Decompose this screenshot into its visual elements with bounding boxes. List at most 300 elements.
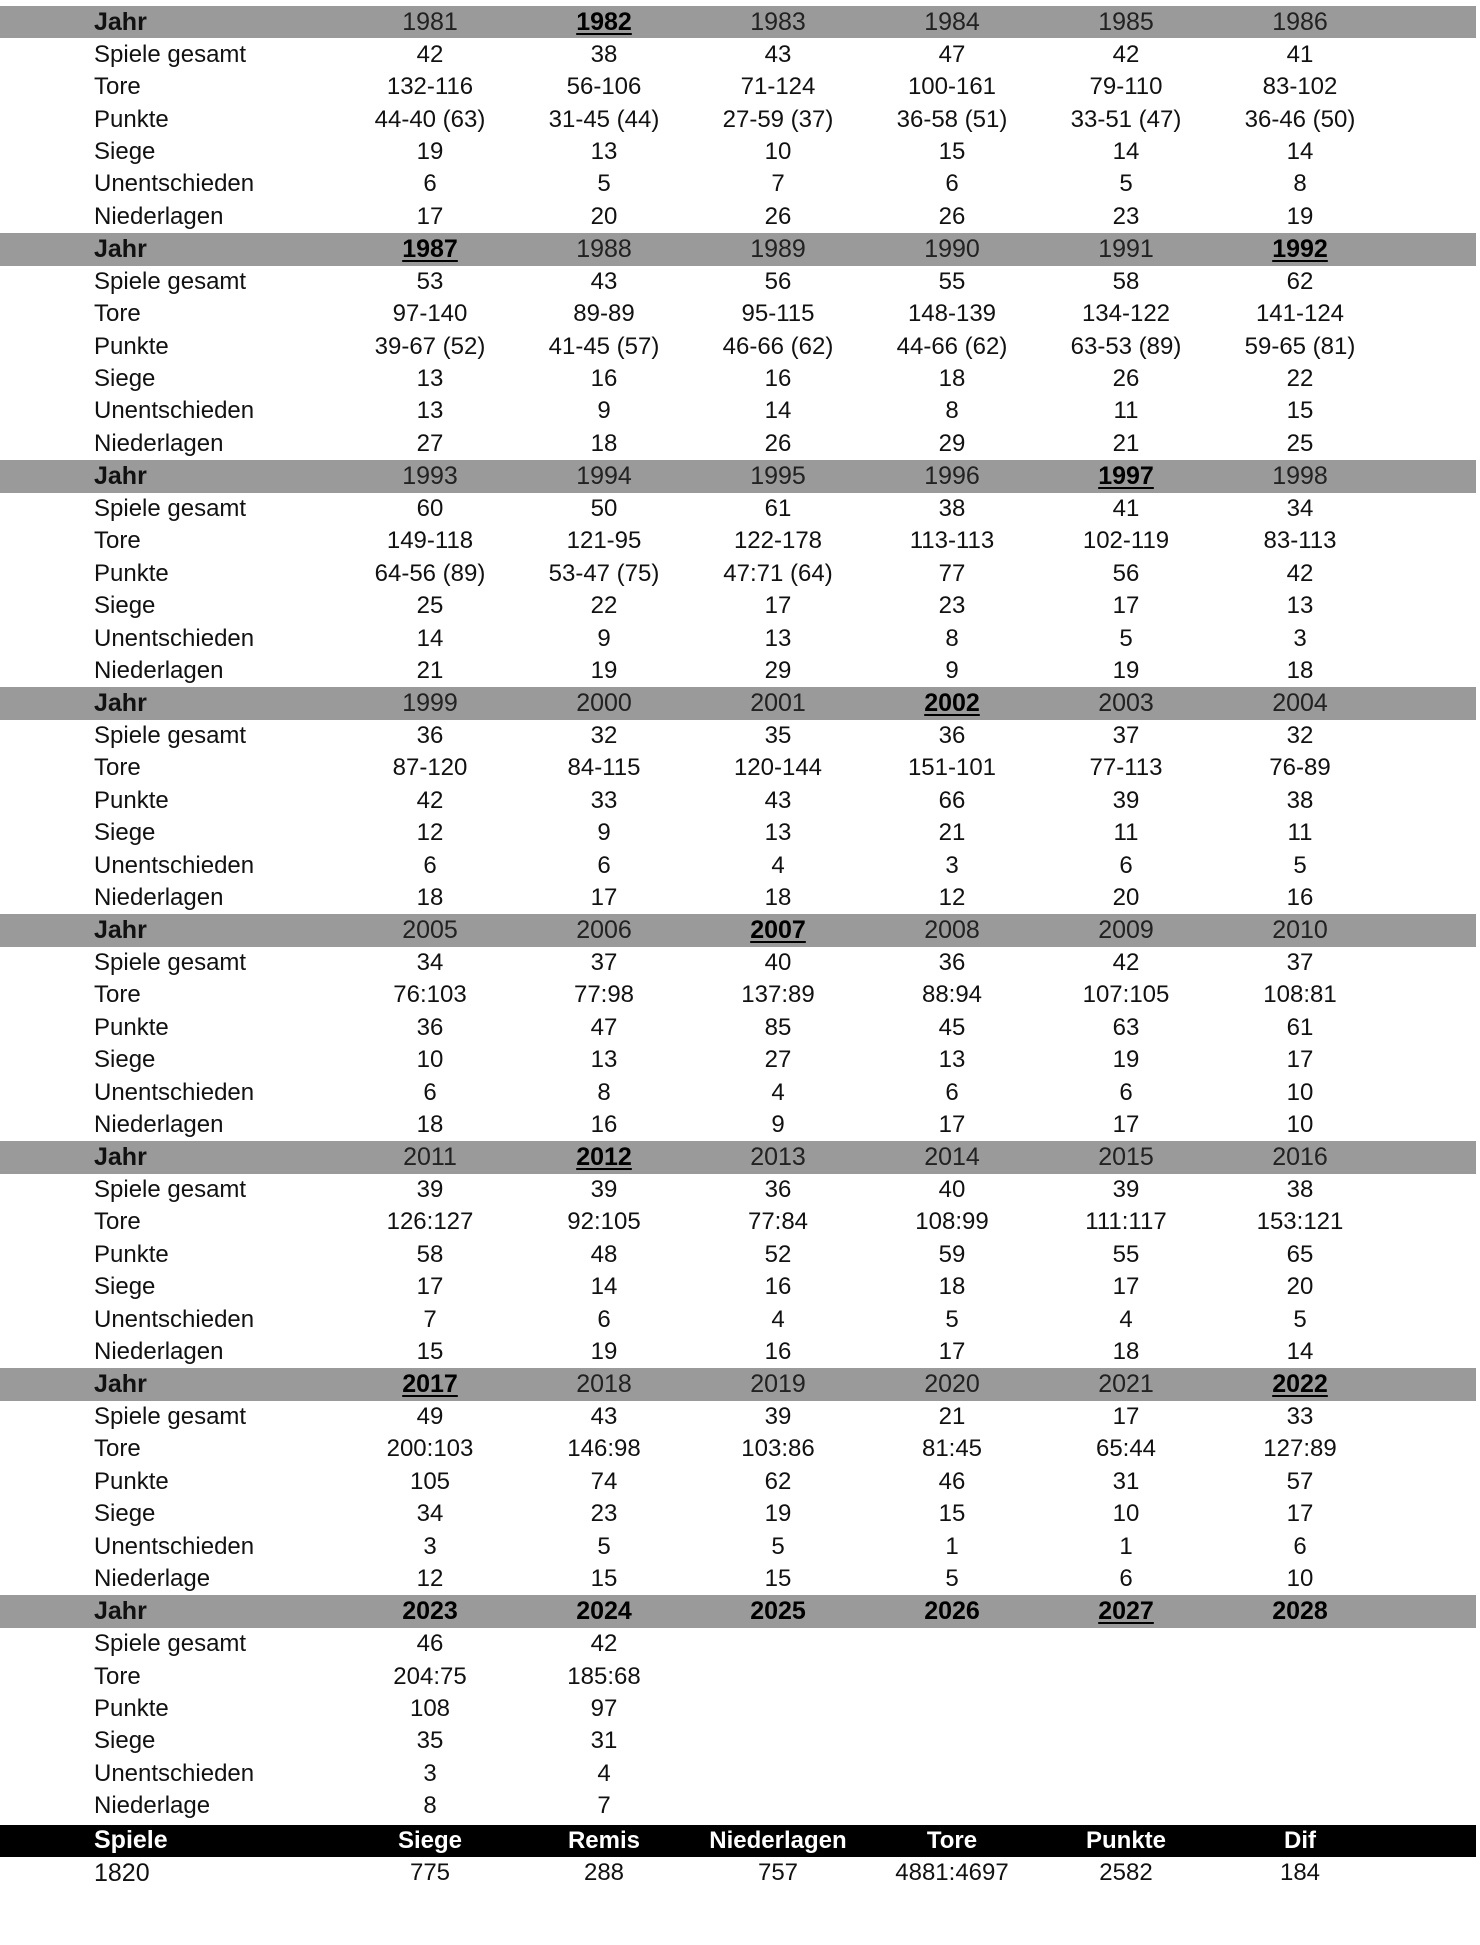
stat-value: 16 <box>590 1111 618 1139</box>
stat-label: Siege <box>94 1273 156 1301</box>
stat-row <box>0 1206 1480 1238</box>
stat-value: 4 <box>771 1305 785 1333</box>
stat-value: 13 <box>590 137 618 165</box>
stat-value: 39-67 (52) <box>374 332 486 360</box>
stat-value: 113-113 <box>909 527 995 555</box>
stat-value: 97-140 <box>392 300 468 328</box>
year-cell: 1982 <box>576 7 632 36</box>
stat-value: 18 <box>938 365 966 393</box>
stat-row <box>0 1401 1480 1433</box>
year-header-label: Jahr <box>94 1143 147 1172</box>
stat-value: 6 <box>1293 1532 1307 1560</box>
stat-value: 121-95 <box>566 527 642 555</box>
stat-value: 14 <box>1286 137 1314 165</box>
stat-value: 40 <box>764 948 792 976</box>
year-cell: 2008 <box>924 915 980 944</box>
stat-value: 7 <box>771 170 785 198</box>
stat-value: 36-46 (50) <box>1244 105 1356 133</box>
stat-value: 77 <box>938 559 966 587</box>
stat-value: 83-113 <box>1263 527 1337 555</box>
stat-row <box>0 1076 1480 1108</box>
stat-label: Spiele gesamt <box>94 267 247 295</box>
stat-value: 95-115 <box>741 300 815 328</box>
stat-value: 6 <box>423 851 437 879</box>
year-header-row <box>0 460 1476 492</box>
stat-value: 55 <box>938 267 966 295</box>
stat-row <box>0 622 1480 654</box>
stat-value: 32 <box>1286 721 1314 749</box>
stat-value: 15 <box>938 1500 966 1528</box>
stat-value: 65 <box>1286 1240 1314 1268</box>
stat-label: Niederlagen <box>94 202 224 230</box>
stat-label: Spiele gesamt <box>94 721 247 749</box>
year-cell: 1998 <box>1272 461 1328 490</box>
year-cell: 2018 <box>576 1370 632 1399</box>
year-cell: 2010 <box>1272 915 1328 944</box>
stat-value: 37 <box>1112 721 1140 749</box>
stat-value: 12 <box>938 884 966 912</box>
stat-value: 13 <box>416 397 444 425</box>
stat-value: 14 <box>1112 137 1140 165</box>
stat-value: 17 <box>590 884 618 912</box>
stat-value: 23 <box>1112 202 1140 230</box>
stat-value: 17 <box>938 1338 966 1366</box>
stat-value: 19 <box>1112 1046 1140 1074</box>
stat-value: 10 <box>1286 1111 1314 1139</box>
stat-value: 6 <box>597 1305 611 1333</box>
year-cell: 2024 <box>576 1597 632 1626</box>
stat-value: 43 <box>764 786 792 814</box>
stat-value: 43 <box>764 40 792 68</box>
stat-value: 34 <box>416 1500 444 1528</box>
stat-value: 5 <box>1293 1305 1307 1333</box>
stat-label: Unentschieden <box>94 170 255 198</box>
stat-value: 42 <box>416 786 444 814</box>
stat-value: 15 <box>1286 397 1314 425</box>
stat-value: 16 <box>764 1273 792 1301</box>
stat-value: 41-45 (57) <box>548 332 660 360</box>
season-block <box>0 1595 1480 1822</box>
statistics-table <box>0 6 1480 1889</box>
stat-value: 36-58 (51) <box>896 105 1008 133</box>
stat-row <box>0 298 1480 330</box>
stat-value: 17 <box>416 1273 444 1301</box>
stat-value: 146:98 <box>567 1435 641 1463</box>
stat-label: Siege <box>94 1046 156 1074</box>
stat-value: 18 <box>938 1273 966 1301</box>
year-header-label: Jahr <box>94 461 147 490</box>
stat-value: 15 <box>416 1338 444 1366</box>
stat-value: 12 <box>416 1565 444 1593</box>
stat-label: Punkte <box>94 786 169 814</box>
stat-value: 84-115 <box>567 754 641 782</box>
stat-value: 36 <box>938 721 966 749</box>
year-cell: 1996 <box>924 461 980 490</box>
totals-header-cell: Siege <box>397 1826 463 1854</box>
stat-value: 43 <box>590 267 618 295</box>
stat-row <box>0 1466 1480 1498</box>
stat-value: 4 <box>771 1078 785 1106</box>
stat-value: 15 <box>938 137 966 165</box>
stat-value: 22 <box>590 592 618 620</box>
stat-value: 26 <box>764 429 792 457</box>
stat-row <box>0 817 1480 849</box>
stat-value: 38 <box>1286 1175 1314 1203</box>
year-cell: 1992 <box>1272 234 1328 263</box>
stat-value: 56 <box>1112 559 1140 587</box>
stat-value: 85 <box>764 1013 792 1041</box>
stat-label: Tore <box>94 73 141 101</box>
stat-value: 1 <box>1119 1532 1133 1560</box>
stat-row <box>0 590 1480 622</box>
stat-value: 16 <box>764 1338 792 1366</box>
stat-value: 59-65 (81) <box>1244 332 1356 360</box>
stat-value: 134-122 <box>1081 300 1171 328</box>
season-block <box>0 460 1480 687</box>
stat-value: 17 <box>1112 1403 1140 1431</box>
stat-row <box>0 493 1480 525</box>
year-header-row <box>0 1368 1476 1400</box>
stat-value: 3 <box>1293 624 1307 652</box>
stat-value: 16 <box>1286 884 1314 912</box>
stat-value: 13 <box>416 365 444 393</box>
stat-value: 33 <box>1286 1403 1314 1431</box>
stat-value: 56 <box>764 267 792 295</box>
year-cell: 1984 <box>924 7 980 36</box>
totals-value-cell: 1820 <box>94 1858 150 1887</box>
stat-value: 46-66 (62) <box>722 332 834 360</box>
year-header-label: Jahr <box>94 688 147 717</box>
stat-value: 6 <box>423 170 437 198</box>
stat-label: Siege <box>94 365 156 393</box>
year-header-row <box>0 233 1476 265</box>
year-cell: 2020 <box>924 1370 980 1399</box>
stat-value: 10 <box>1286 1078 1314 1106</box>
stat-label: Niederlagen <box>94 1111 224 1139</box>
stat-row <box>0 38 1480 70</box>
stat-value: 26 <box>938 202 966 230</box>
season-block <box>0 1368 1480 1595</box>
stat-value: 19 <box>590 1338 618 1366</box>
stat-value: 149-118 <box>386 527 474 555</box>
stat-value: 29 <box>764 656 792 684</box>
year-cell: 2017 <box>402 1370 458 1399</box>
totals-value-cell: 184 <box>1279 1859 1321 1887</box>
totals-header-row <box>0 1825 1476 1857</box>
year-cell: 2009 <box>1098 915 1154 944</box>
stat-value: 40 <box>938 1175 966 1203</box>
year-cell: 1991 <box>1098 234 1154 263</box>
stat-value: 34 <box>1286 494 1314 522</box>
stat-value: 137:89 <box>741 981 815 1009</box>
stat-value: 63 <box>1112 1013 1140 1041</box>
year-header-row <box>0 687 1476 719</box>
stat-value: 6 <box>945 1078 959 1106</box>
stat-value: 14 <box>764 397 792 425</box>
stat-row <box>0 1790 1480 1822</box>
stat-label: Niederlagen <box>94 656 224 684</box>
stat-value: 9 <box>771 1111 785 1139</box>
stat-value: 148-139 <box>907 300 997 328</box>
stat-row <box>0 1012 1480 1044</box>
stat-value: 108:99 <box>915 1208 989 1236</box>
year-header-row <box>0 1141 1476 1173</box>
totals-value-cell: 288 <box>583 1859 625 1887</box>
stat-label: Siege <box>94 137 156 165</box>
stat-row <box>0 557 1480 589</box>
totals-value-cell: 757 <box>757 1859 799 1887</box>
stat-value: 27 <box>764 1046 792 1074</box>
stat-row <box>0 428 1480 460</box>
stat-value: 5 <box>771 1532 785 1560</box>
stat-value: 53-47 (75) <box>548 559 660 587</box>
stat-label: Spiele gesamt <box>94 494 247 522</box>
stat-row <box>0 71 1480 103</box>
stat-value: 15 <box>764 1565 792 1593</box>
stat-label: Niederlage <box>94 1565 211 1593</box>
stat-value: 21 <box>938 819 966 847</box>
stat-value: 36 <box>416 1013 444 1041</box>
stat-value: 31-45 (44) <box>548 105 660 133</box>
stat-value: 13 <box>1286 592 1314 620</box>
stat-label: Siege <box>94 819 156 847</box>
stat-value: 4 <box>1119 1305 1133 1333</box>
stat-value: 4 <box>771 851 785 879</box>
stat-value: 18 <box>416 884 444 912</box>
stat-row <box>0 363 1480 395</box>
stat-label: Siege <box>94 1500 156 1528</box>
stat-label: Punkte <box>94 105 169 133</box>
stat-value: 18 <box>590 429 618 457</box>
stat-row <box>0 1563 1480 1595</box>
stat-value: 21 <box>416 656 444 684</box>
stat-value: 35 <box>764 721 792 749</box>
stat-row <box>0 168 1480 200</box>
stat-value: 63-53 (89) <box>1070 332 1182 360</box>
stat-value: 26 <box>1112 365 1140 393</box>
stat-value: 47 <box>590 1013 618 1041</box>
year-cell: 1983 <box>750 7 806 36</box>
stat-value: 77:98 <box>573 981 635 1009</box>
year-cell: 2025 <box>750 1597 806 1626</box>
stat-label: Spiele gesamt <box>94 1175 247 1203</box>
stat-value: 52 <box>764 1240 792 1268</box>
year-cell: 2003 <box>1098 688 1154 717</box>
stat-value: 42 <box>590 1630 618 1658</box>
stat-value: 3 <box>423 1532 437 1560</box>
year-cell: 2002 <box>924 688 980 717</box>
stat-row <box>0 655 1480 687</box>
stat-value: 21 <box>1112 429 1140 457</box>
stat-value: 21 <box>938 1403 966 1431</box>
totals-header-cell: Punkte <box>1085 1826 1166 1854</box>
stat-value: 151-101 <box>907 754 997 782</box>
stat-value: 10 <box>764 137 792 165</box>
totals-value-cell: 4881:4697 <box>895 1859 1009 1887</box>
year-cell: 2012 <box>576 1143 632 1172</box>
stat-row <box>0 720 1480 752</box>
stat-value: 5 <box>1119 170 1133 198</box>
stat-value: 20 <box>1286 1273 1314 1301</box>
stat-label: Unentschieden <box>94 624 255 652</box>
stat-value: 77-113 <box>1089 754 1163 782</box>
stat-label: Punkte <box>94 1694 169 1722</box>
stat-value: 13 <box>938 1046 966 1074</box>
stat-value: 48 <box>590 1240 618 1268</box>
stat-value: 17 <box>416 202 444 230</box>
stat-value: 18 <box>1112 1338 1140 1366</box>
year-header-row <box>0 1595 1476 1627</box>
stat-value: 11 <box>1113 819 1139 847</box>
stat-value: 5 <box>597 1532 611 1560</box>
stat-value: 22 <box>1286 365 1314 393</box>
stat-row <box>0 752 1480 784</box>
stat-value: 108:81 <box>1263 981 1337 1009</box>
stat-value: 42 <box>1286 559 1314 587</box>
stat-row <box>0 882 1480 914</box>
stat-value: 8 <box>945 397 959 425</box>
stat-value: 33 <box>590 786 618 814</box>
stat-label: Punkte <box>94 559 169 587</box>
stat-value: 66 <box>938 786 966 814</box>
stat-value: 64-56 (89) <box>374 559 486 587</box>
stat-row <box>0 1628 1480 1660</box>
stat-value: 29 <box>938 429 966 457</box>
year-cell: 2026 <box>924 1597 980 1626</box>
year-cell: 1986 <box>1272 7 1328 36</box>
stat-value: 8 <box>597 1078 611 1106</box>
totals-header-cell: Spiele <box>94 1826 168 1855</box>
stat-label: Tore <box>94 527 141 555</box>
stat-value: 31 <box>590 1727 618 1755</box>
stat-value: 27-59 (37) <box>722 105 834 133</box>
year-cell: 2000 <box>576 688 632 717</box>
stat-value: 35 <box>416 1727 444 1755</box>
year-header-row <box>0 6 1476 38</box>
stat-value: 111:117 <box>1085 1208 1167 1236</box>
stat-value: 120-144 <box>733 754 823 782</box>
year-header-row <box>0 914 1476 946</box>
stat-value: 42 <box>1112 948 1140 976</box>
stat-value: 53 <box>416 267 444 295</box>
stat-value: 3 <box>423 1759 437 1787</box>
stat-value: 41 <box>1112 494 1140 522</box>
stat-label: Tore <box>94 300 141 328</box>
stat-value: 7 <box>597 1792 611 1820</box>
stat-value: 9 <box>597 819 611 847</box>
year-cell: 2016 <box>1272 1143 1328 1172</box>
stat-value: 37 <box>1286 948 1314 976</box>
stat-value: 38 <box>1286 786 1314 814</box>
stat-value: 77:84 <box>747 1208 809 1236</box>
year-cell: 2001 <box>750 688 806 717</box>
stat-value: 185:68 <box>567 1662 641 1690</box>
year-header-label: Jahr <box>94 915 147 944</box>
year-cell: 2028 <box>1272 1597 1328 1626</box>
stat-value: 23 <box>938 592 966 620</box>
stat-label: Unentschieden <box>94 1078 255 1106</box>
year-cell: 1988 <box>576 234 632 263</box>
stat-value: 71-124 <box>740 73 816 101</box>
stat-value: 62 <box>1286 267 1314 295</box>
year-cell: 2023 <box>402 1597 458 1626</box>
stat-value: 92:105 <box>567 1208 641 1236</box>
stat-value: 76:103 <box>393 981 467 1009</box>
stat-row <box>0 1044 1480 1076</box>
stat-label: Spiele gesamt <box>94 948 247 976</box>
stat-value: 42 <box>416 40 444 68</box>
year-cell: 1987 <box>402 234 458 263</box>
stat-row <box>0 1693 1480 1725</box>
stat-value: 200:103 <box>386 1435 474 1463</box>
stat-row <box>0 979 1480 1011</box>
stat-value: 16 <box>764 365 792 393</box>
stat-value: 59 <box>938 1240 966 1268</box>
stat-value: 19 <box>1286 202 1314 230</box>
stat-value: 14 <box>590 1273 618 1301</box>
totals-value-cell: 2582 <box>1099 1859 1153 1887</box>
year-header-label: Jahr <box>94 1370 147 1399</box>
stat-value: 46 <box>416 1630 444 1658</box>
stat-value: 14 <box>1286 1338 1314 1366</box>
year-cell: 1990 <box>924 234 980 263</box>
stat-value: 25 <box>416 592 444 620</box>
stat-value: 17 <box>1112 592 1140 620</box>
stat-value: 25 <box>1286 429 1314 457</box>
stat-value: 18 <box>764 884 792 912</box>
stat-value: 87-120 <box>392 754 468 782</box>
stat-value: 9 <box>597 624 611 652</box>
stat-label: Tore <box>94 1208 141 1236</box>
stat-value: 6 <box>1119 1565 1133 1593</box>
stat-value: 46 <box>938 1467 966 1495</box>
stat-value: 55 <box>1112 1240 1140 1268</box>
stat-value: 27 <box>416 429 444 457</box>
stat-label: Tore <box>94 1435 141 1463</box>
year-cell: 2005 <box>402 915 458 944</box>
stat-label: Spiele gesamt <box>94 40 247 68</box>
stat-value: 14 <box>416 624 444 652</box>
stat-value: 8 <box>423 1792 437 1820</box>
stat-value: 127:89 <box>1263 1435 1337 1463</box>
year-cell: 2015 <box>1098 1143 1154 1172</box>
stat-value: 153:121 <box>1256 1208 1344 1236</box>
stat-value: 88:94 <box>921 981 983 1009</box>
stat-value: 5 <box>1293 851 1307 879</box>
totals-header-cell: Tore <box>926 1826 978 1854</box>
stat-value: 13 <box>764 819 792 847</box>
year-header-label: Jahr <box>94 234 147 263</box>
stat-value: 37 <box>590 948 618 976</box>
stat-value: 39 <box>1112 1175 1140 1203</box>
stat-value: 49 <box>416 1403 444 1431</box>
stat-value: 97 <box>590 1694 618 1722</box>
year-cell: 1994 <box>576 461 632 490</box>
stat-label: Tore <box>94 1662 141 1690</box>
stat-label: Tore <box>94 981 141 1009</box>
stat-value: 13 <box>590 1046 618 1074</box>
year-cell: 1985 <box>1098 7 1154 36</box>
stat-value: 19 <box>764 1500 792 1528</box>
stat-label: Spiele gesamt <box>94 1630 247 1658</box>
stat-label: Unentschieden <box>94 1532 255 1560</box>
stat-row <box>0 1660 1480 1692</box>
year-header-label: Jahr <box>94 7 147 36</box>
stat-value: 23 <box>590 1500 618 1528</box>
stat-value: 19 <box>1112 656 1140 684</box>
stat-value: 19 <box>590 656 618 684</box>
year-cell: 2019 <box>750 1370 806 1399</box>
